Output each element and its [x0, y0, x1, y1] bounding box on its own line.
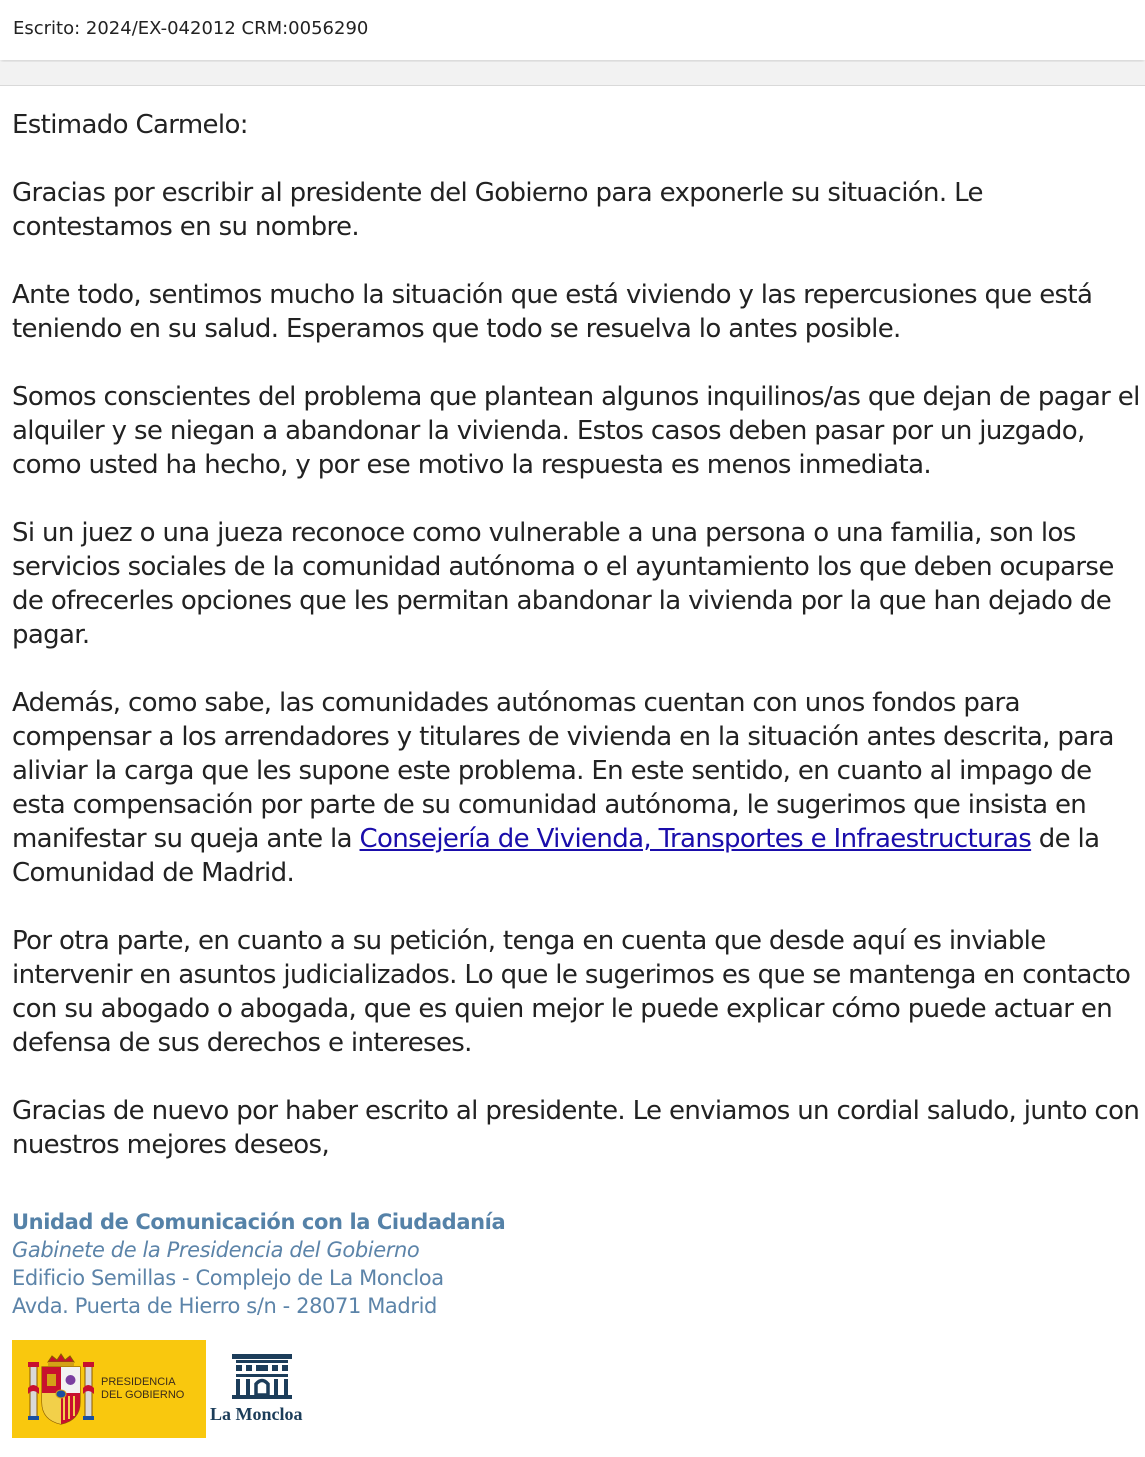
moncloa-label: La Moncloa — [210, 1404, 303, 1424]
presidencia-line-2: DEL GOBIERNO — [101, 1389, 185, 1401]
greeting: Estimado Carmelo: — [12, 110, 248, 140]
moncloa-building-icon — [230, 1352, 294, 1400]
email-header-bar — [0, 0, 1145, 60]
paragraph-7: Gracias de nuevo por haber escrito al presidente. Le enviamos un cordial saludo, junto con nuestros mejores deseos, — [12, 1096, 1140, 1160]
paragraph-4: Si un juez o una jueza reconoce como vulnerable a una persona o una familia, son los servicios sociales de la comunidad autónoma o el ayuntamiento los que deben ocuparse de ofrecerles opciones que les permitan abandonar la vivienda por la que han dejado de pagar. — [12, 518, 1114, 650]
header-divider — [0, 62, 1145, 86]
signature-block — [12, 1208, 505, 1320]
paragraph-5-text-before: Además, como sabe, las comunidades autónomas cuentan con unos fondos para compensar a los arrendadores y titulares de vivienda en la situación antes descrita, para aliviar la carga que les supone este problema. En este sentido, en cuanto al impago de esta compensación por parte de su comunidad autónoma, le sugerimos que insista en manifestar su queja ante la — [12, 688, 1114, 854]
presidencia-logo — [12, 1340, 206, 1438]
spain-coat-of-arms-icon — [26, 1352, 96, 1428]
paragraph-2: Ante todo, sentimos mucho la situación que está viviendo y las repercusiones que está teniendo en su salud. Esperamos que todo se resuelva lo antes posible. — [12, 280, 1093, 344]
email-body — [12, 108, 1140, 1196]
paragraph-6: Por otra parte, en cuanto a su petición, tenga en cuenta que desde aquí es inviable intervenir en asuntos judicializados. Lo que le sugerimos es que se mantenga en contacto con su abogado o abogada, que es quien mejor le puede explicar cómo puede actuar en defensa de sus derechos e intereses. — [12, 926, 1131, 1058]
paragraph-5 — [12, 686, 1140, 890]
signature-address: Avda. Puerta de Hierro s/n - 28071 Madrid — [12, 1294, 437, 1318]
signature-building: Edificio Semillas - Complejo de La Moncloa — [12, 1266, 444, 1290]
signature-unit: Unidad de Comunicación con la Ciudadanía — [12, 1210, 506, 1234]
moncloa-logo — [210, 1352, 320, 1432]
paragraph-5-text-after: de la Comunidad de Madrid. — [12, 824, 1100, 888]
paragraph-3: Somos conscientes del problema que plantean algunos inquilinos/as que dejan de pagar el alquiler y se niegan a abandonar la vivienda. Estos casos deben pasar por un juzgado, como usted ha hecho, y por ese motivo la respuesta es menos inmediata. — [12, 382, 1140, 480]
consejeria-link[interactable]: Consejería de Vivienda, Transportes e Infraestructuras — [359, 824, 1032, 854]
signature-cabinet: Gabinete de la Presidencia del Gobierno — [12, 1238, 420, 1262]
paragraph-1: Gracias por escribir al presidente del Gobierno para exponerle su situación. Le contestamos en su nombre. — [12, 178, 983, 242]
email-subject: Escrito: 2024/EX-042012 CRM:0056290 — [13, 18, 369, 39]
presidencia-text — [101, 1376, 184, 1402]
presidencia-line-1: PRESIDENCIA — [101, 1376, 176, 1388]
